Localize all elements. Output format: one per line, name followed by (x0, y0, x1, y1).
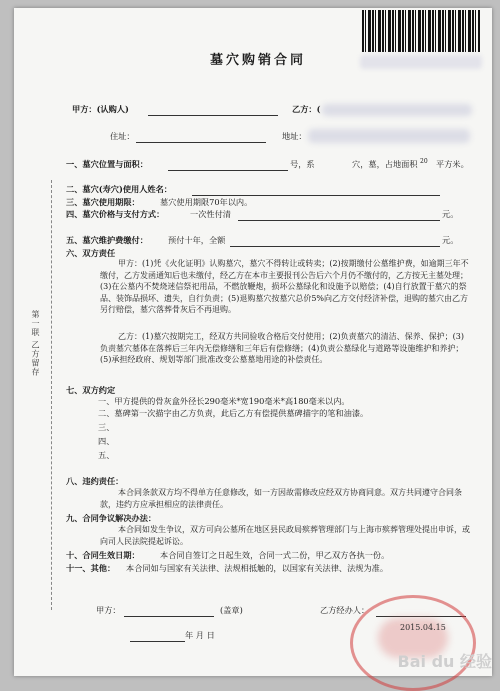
sign-a-label: 甲方： (96, 605, 121, 615)
seal-label: (盖章) (220, 605, 243, 615)
section-1-area: 20 (420, 158, 428, 165)
clause-1: 一、甲方提供的骨灰盒外径长290毫米*宽190毫米*高180毫米以内。 (98, 396, 350, 406)
date-label: 年 月 日 (185, 630, 215, 640)
document-title: 墓穴购销合同 (210, 53, 307, 68)
section-5-text: 预付十年，全额 (168, 235, 226, 245)
party-b-redacted (322, 104, 472, 116)
section-3-text: 墓穴使用期限70年以内。 (160, 197, 253, 207)
address-b-label: 地址： (282, 131, 307, 141)
section-5-label: 五、墓穴维护费缴付： (66, 235, 148, 245)
section-3-label: 三、墓穴使用期限： (66, 197, 140, 207)
clause-4: 四、 (98, 436, 115, 446)
section-10-label: 十、合同生效日期： (66, 550, 140, 560)
section-9-label: 九、合同争议解决办法： (66, 513, 157, 523)
section-11-label: 十一、其他： (66, 563, 116, 573)
section-8-text: 本合同条款双方均不得单方任意修改，如一方因故需修改应经双方协商同意。双方共同遵守合同条款，违约方应承担相应的法律责任。 (100, 488, 462, 509)
section-1-unit: 平方米。 (436, 159, 469, 169)
section-1-number: 号，系 (290, 159, 315, 169)
clause-2: 二、墓碑第一次描字由乙方负责，此后乙方有偿提供墓碑描字的笔和油漆。 (98, 408, 369, 418)
section-9-text: 本合同如发生争议，双方可向公墓所在地区县民政局殡葬管理部门与上海市殡葬管理处提出申诉，或向司人民法院提起诉讼。 (100, 525, 470, 546)
section-10-text: 本合同自签订之日起生效，合同一式二份，甲乙双方各执一份。 (160, 550, 390, 560)
side-note: 第一联 乙方留存 (31, 310, 40, 377)
section-4-label: 四、墓穴价格与支付方式： (66, 209, 165, 219)
party-a-label: 甲方：(认购人) (72, 104, 129, 114)
address-b-redacted (308, 129, 470, 143)
section-2-label: 二、墓穴(寿穴)使用人姓名： (66, 184, 172, 194)
sign-b-label: 乙方经办人： (320, 605, 370, 615)
section-5-unit: 元。 (442, 235, 459, 245)
section-4-unit: 元。 (442, 209, 459, 219)
stamp-date: 2015.04.15 (400, 623, 446, 632)
barcode (362, 10, 480, 52)
watermark: Bai du 经验 (397, 652, 492, 671)
tear-line (51, 180, 52, 610)
party-b-duties: 乙方：(1)墓穴按期完工，经双方共同验收合格后交付使用；(2)负责墓穴的清洁、保养、保护；(3)负责墓穴墓体在落葬后三年内无偿修缮和三年后有偿修缮；(4)负责公墓绿化与道路等设施维护和养护；(5)承担经政府、规划等部门批准改变公墓墓地用途的补偿责任。 (100, 332, 464, 365)
address-a-label: 住址： (110, 131, 135, 141)
party-a-duties: 甲方：(1)凭《火化证明》认购墓穴，墓穴不得转让或转卖；(2)按期缴付公墓维护费，如逾期三年不缴付，乙方发函通知后也未缴付，经乙方在本市主要报刊公告后六个月仍不缴付的，乙方按无主墓处理；(3)在公墓内不焚烧迷信祭祀用品，不燃放鞭炮，损坏公墓绿化和设施予以赔偿；(4)自行放置于墓穴的祭品、装饰品损坏、遗失，自行负责；(5)退购墓穴按墓穴总价5%向乙方交付经济补偿，退购的墓穴由乙方另行赔偿，墓穴落葬骨灰后不再退购。 (100, 259, 469, 315)
section-4-text: 一次性付清 (190, 209, 231, 219)
section-1-plot: 穴，墓，占地面积 (352, 159, 418, 169)
party-b-label: 乙方：( (292, 104, 321, 114)
clause-3: 三、 (98, 422, 115, 432)
section-7-label: 七、双方约定 (66, 385, 116, 395)
section-6-label: 六、双方责任 (66, 248, 116, 258)
section-11-text: 本合同如与国家有关法律、法规相抵触的，以国家有关法律、法规为准。 (126, 563, 389, 573)
section-1-label: 一、墓穴位置与面积： (66, 159, 148, 169)
section-8-label: 八、违约责任： (66, 476, 124, 486)
clause-5: 五、 (98, 450, 115, 460)
barcode-number-redacted (360, 55, 482, 69)
